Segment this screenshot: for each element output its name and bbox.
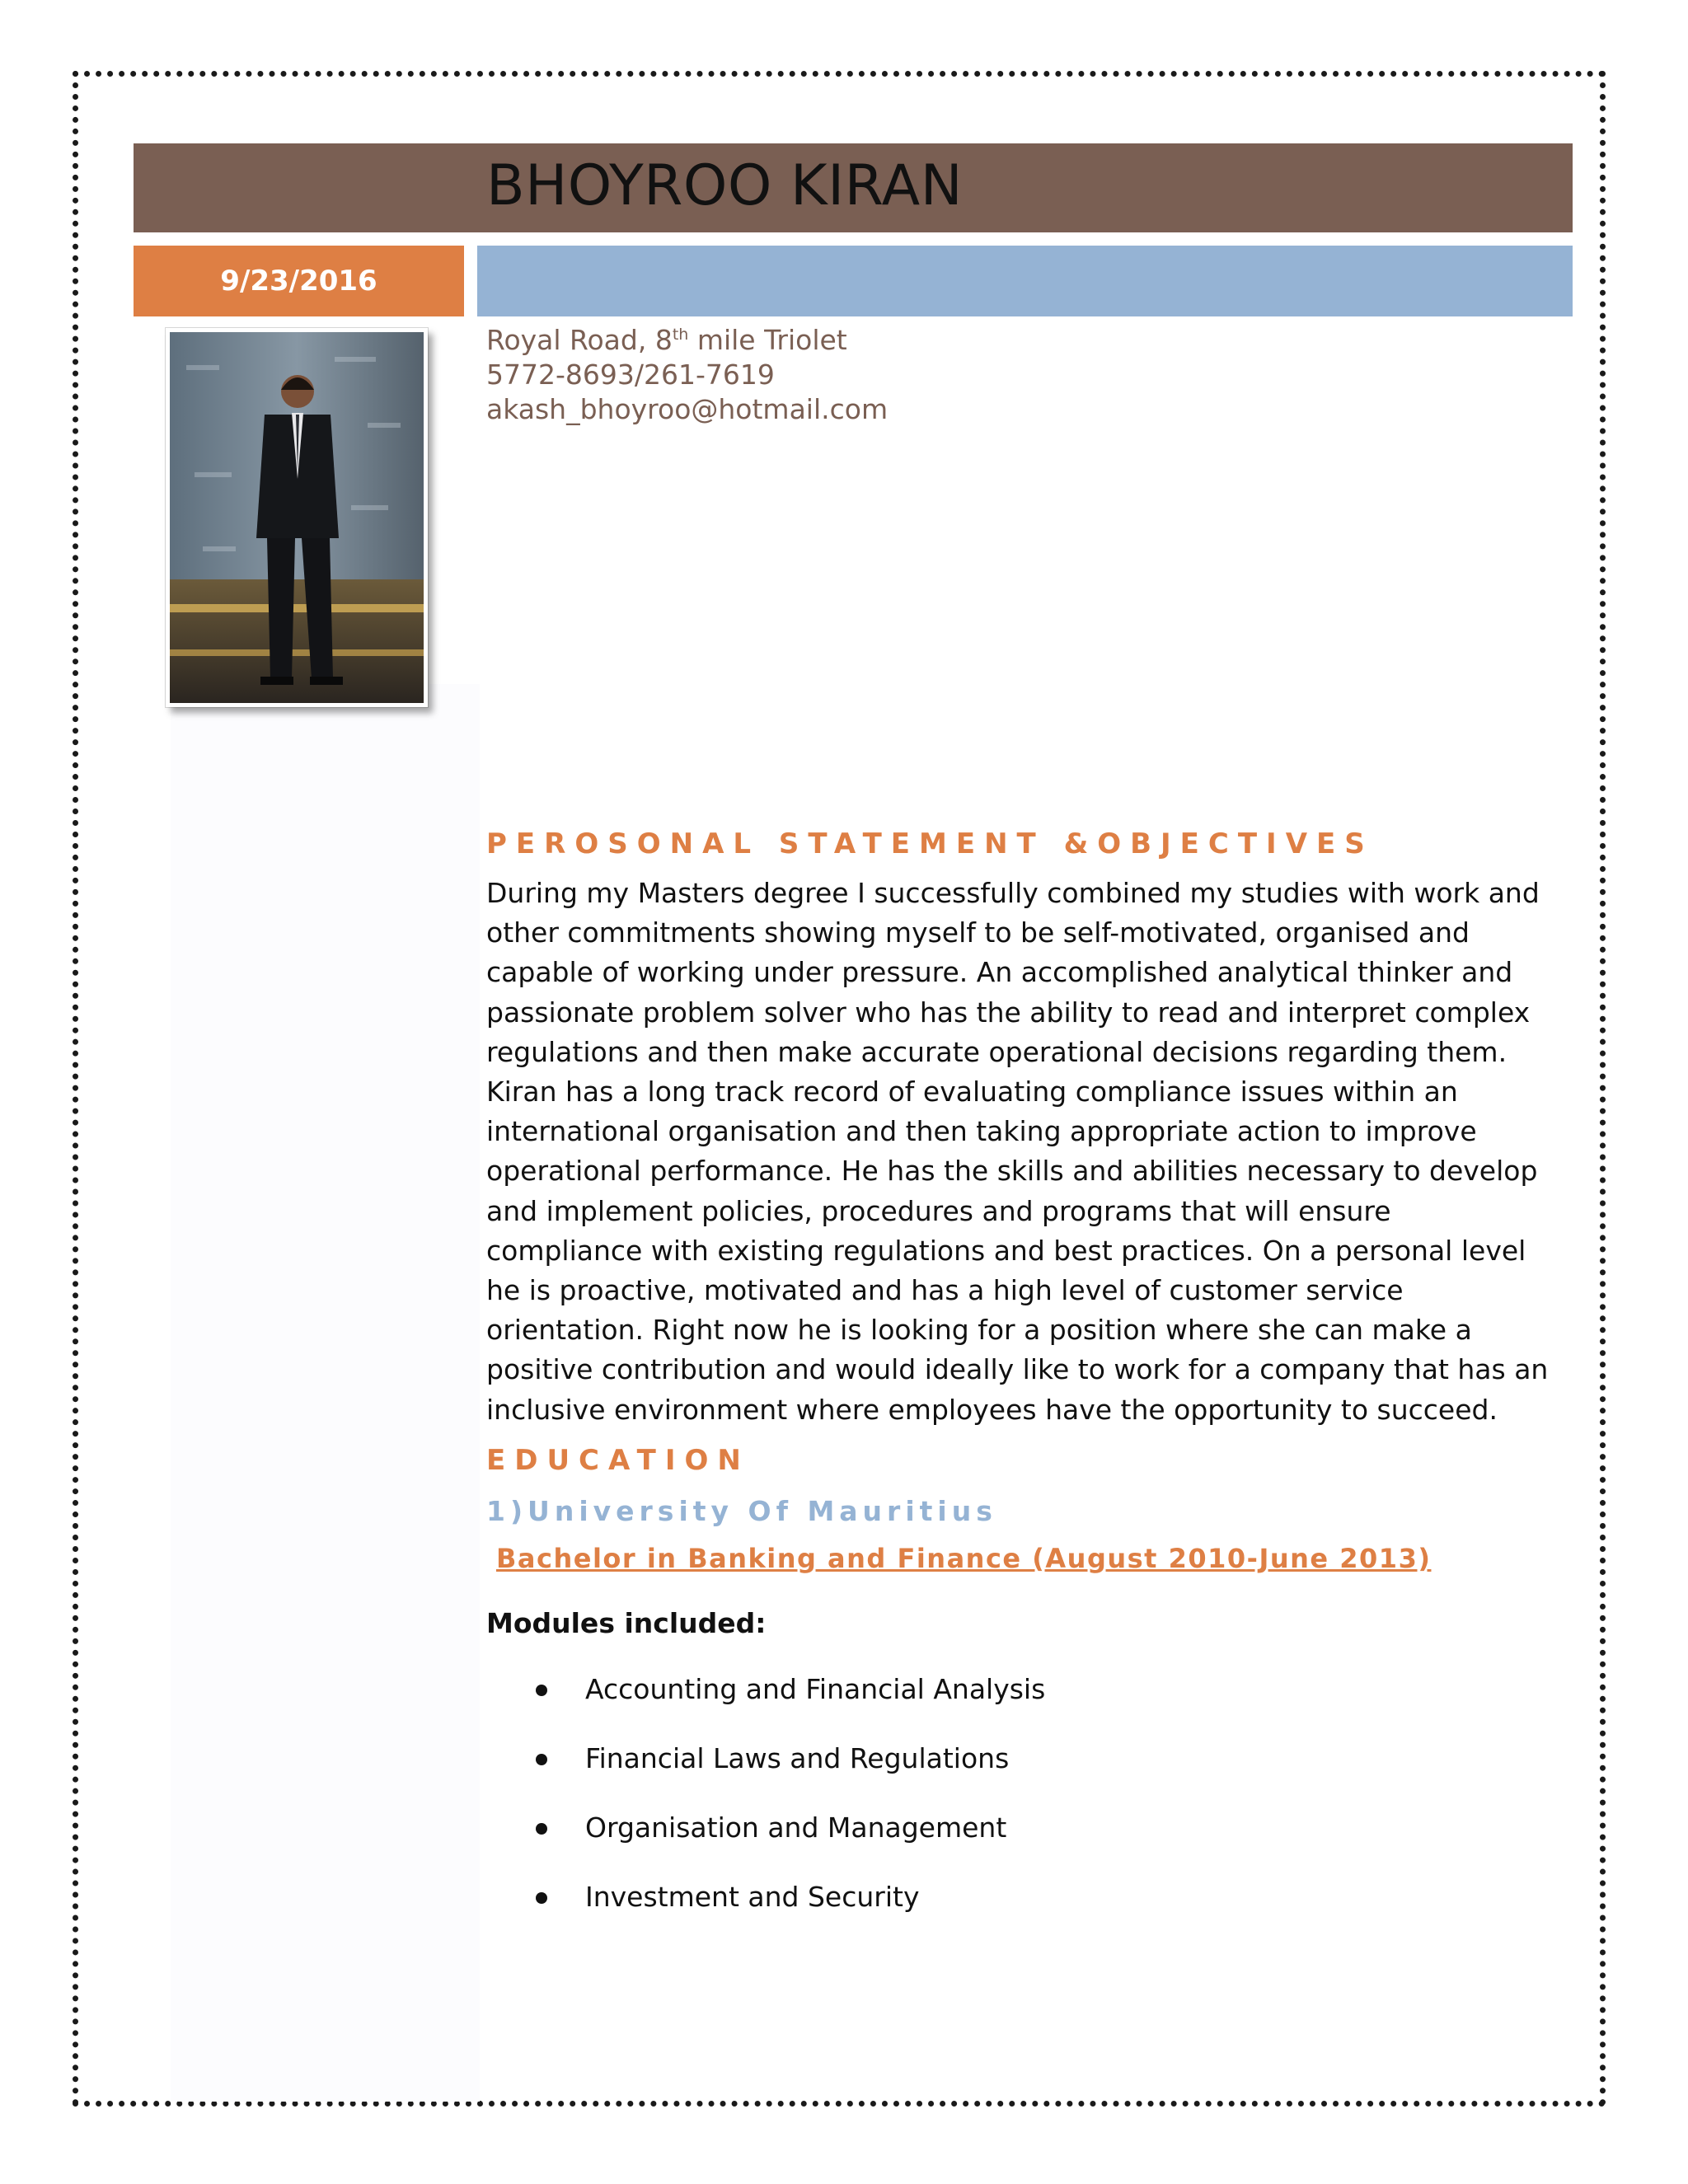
- modules-label: Modules included:: [486, 1607, 767, 1639]
- contact-block: [486, 323, 888, 427]
- accent-banner: [477, 246, 1573, 316]
- bullet-icon: [536, 1685, 547, 1696]
- profile-photo: [166, 328, 428, 707]
- university-name: 1)University Of Mauritius: [486, 1495, 997, 1527]
- email: akash_bhoyroo@hotmail.com: [486, 393, 889, 425]
- statement-body: During my Masters degree I successfully combined my studies with work and other commitments showing myself to be self-motivated, organised and capable of working under pressure. An accomplished analytical thinker and passionate problem solver who has the ability to read and interpret complex regulations and then make accurate operational decisions regarding them. Kiran has a long track record of evaluating compliance issues within an international organisation and then taking appropriate action to improve operational performance. He has the skills and abilities necessary to develop and implement policies, procedures and programs that will ensure compliance with existing regulations and best practices. On a personal level he is proactive, motivated and has a high level of customer service orientation. Right now he is looking for a position where she can make a positive contribution and would ideally like to work for a company that has an inclusive environment where employees have the opportunity to succeed.: [486, 877, 1549, 1426]
- date-banner: [134, 246, 464, 316]
- education-heading: EDUCATION: [486, 1444, 750, 1477]
- bullet-icon: [536, 1823, 547, 1835]
- statement-heading: PEROSONAL STATEMENT &OBJECTIVES: [486, 827, 1374, 860]
- address: Royal Road, 8th mile Triolet: [486, 324, 847, 356]
- degree-title: Bachelor in Banking and Finance (August 2010-June 2013): [496, 1543, 1432, 1574]
- profile-photo-image: [170, 332, 424, 703]
- left-column-shade: [171, 684, 480, 2102]
- resume-date: 9/23/2016: [220, 265, 377, 298]
- candidate-name: BHOYROO KIRAN: [486, 153, 964, 218]
- bullet-icon: [536, 1892, 547, 1904]
- phone: 5772-8693/261-7619: [486, 359, 775, 391]
- bullet-icon: [536, 1754, 547, 1765]
